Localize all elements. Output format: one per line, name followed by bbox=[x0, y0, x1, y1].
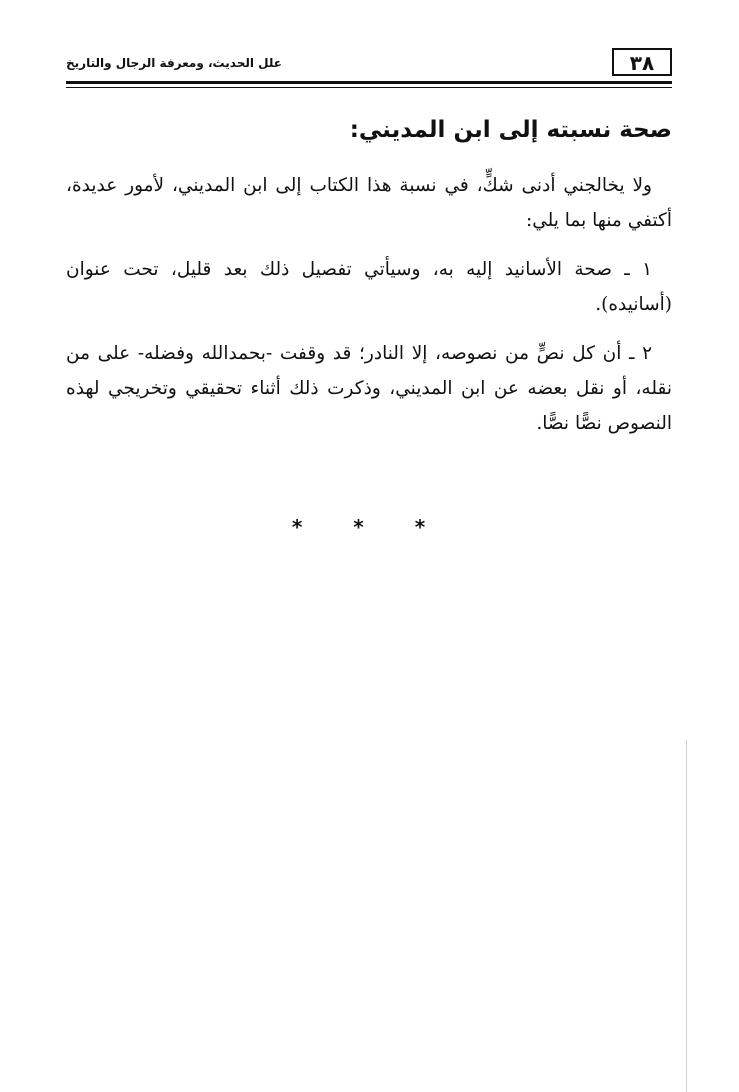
page-content bbox=[66, 110, 672, 455]
section-heading: صحة نسبته إلى ابن المديني: bbox=[349, 117, 672, 143]
page-number: ٣٨ bbox=[612, 48, 672, 76]
running-title: علل الحديث، ومعرفة الرجال والتاريخ bbox=[66, 56, 282, 70]
header-rule-thin bbox=[66, 87, 672, 88]
paragraph-point-1: ١ ـ صحة الأسانيد إليه به، وسيأتي تفصيل ذلك بعد قليل، تحت عنوان (أسانيده). bbox=[66, 259, 672, 315]
section-separator: * * * bbox=[291, 515, 448, 539]
margin-line bbox=[686, 740, 687, 1092]
header-rule-thick bbox=[66, 81, 672, 84]
paragraph-point-2: ٢ ـ أن كل نصٍّ من نصوصه، إلا النادر؛ قد وقفت -بحمدالله وفضله- على من نقله، أو نقل بعضه عن ابن المديني، وذكرت ذلك أثناء تحقيقي وتخريجي لهذه النصوص نصًّا نصًّا. bbox=[66, 343, 672, 434]
page-header bbox=[66, 48, 672, 90]
paragraph-intro: ولا يخالجني أدنى شكٍّ، في نسبة هذا الكتاب إلى ابن المديني، لأمور عديدة، أكتفي منها بما يلي: bbox=[66, 175, 672, 231]
